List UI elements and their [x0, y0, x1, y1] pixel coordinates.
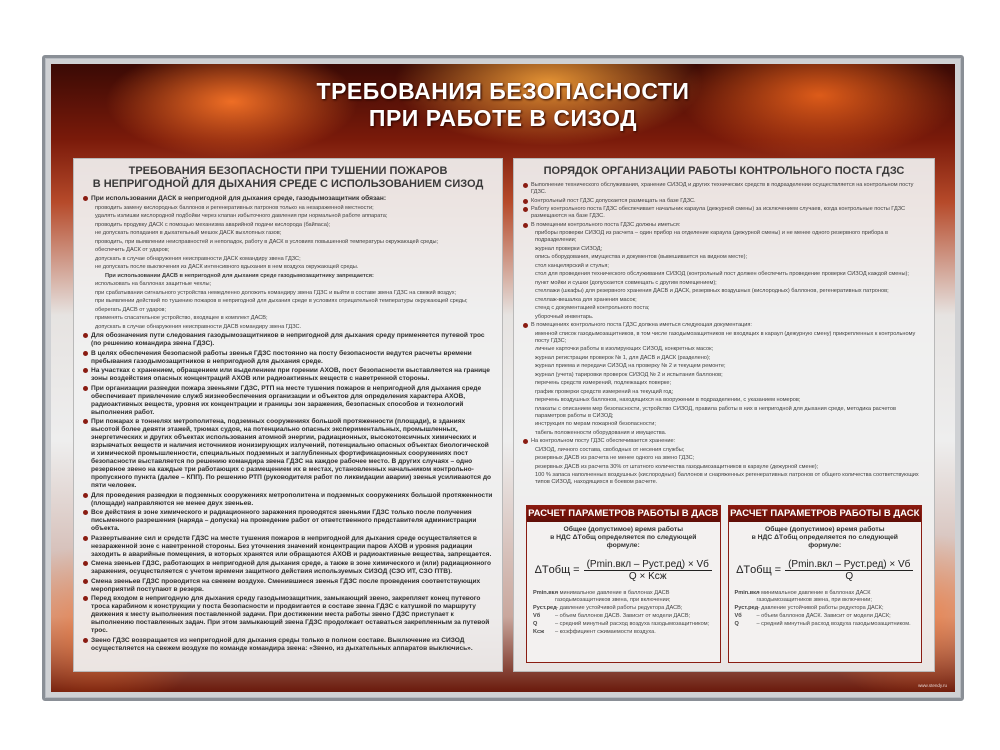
paragraph	[523, 305, 925, 312]
bullet-icon	[523, 439, 528, 444]
paragraph	[523, 246, 925, 253]
legend-row	[533, 590, 714, 604]
paragraph-text: стол для проведения технического обслуживания СИЗОД (контрольный пост должен обеспечить проведение проверки СИЗОД каждой смены);	[535, 271, 909, 277]
paragraph-text: личные карточки работы в изолирующих СИЗОД, конкретных масок;	[535, 346, 714, 352]
left-heading-line-1: ТРЕБОВАНИЯ БЕЗОПАСНОСТИ ПРИ ТУШЕНИИ ПОЖАРОВ	[128, 165, 448, 177]
paragraph-text: стеллажи (шкафы) для резервного хранения ДАСВ и ДАСК, резервных воздушных (кислородных) баллонов, регенеративных патронов;	[535, 288, 889, 294]
formula	[729, 552, 922, 588]
calc-intro-line-1: Общее (допустимое) время работы	[563, 526, 684, 533]
paragraph-text: Для проведения разведки в подземных сооружениях метрополитена и подземных сооружениях большой протяженности (площади) направляются не менее двух звеньев.	[91, 491, 493, 507]
paragraph	[83, 230, 493, 237]
paragraph-text: При пожарах в тоннелях метрополитена, подземных сооружениях большой протяженности (площади), в зданиях высотой более девяти этажей, трюмах судов, на потенциально опасных экспериментальных, промышленных, энергетических и других объектах использования атомной энергии, радиационных, высокотоксичных химических и взрывчатых веществ и наличия источников ионизирующих излучений, потенциально опасных объектах биологической и химической промышленности, специальных подземных и заглубленных фортификационных сооружениях пост безопасности выставляется по решению командира звена ГДЗС на каждое рабочее место. В других случаях – одно резервное звено на каждые три работающих с размещением их в местах, установленных начальником контрольно-пропускного пункта (далее – КПП). По решению РТП (руководителя работ по ликвидации аварии) звенья усиливаются до пяти человек.	[91, 418, 492, 489]
paragraph-text: В помещении контрольного поста ГДЗС должны иметься:	[531, 221, 681, 228]
paragraph	[523, 346, 925, 353]
paragraph	[523, 430, 925, 437]
paragraph-text: обеспечить ДАСК от ударов;	[95, 247, 170, 253]
paragraph	[523, 182, 925, 196]
bullet-icon	[523, 323, 528, 328]
formula-fraction	[584, 559, 712, 582]
paragraph-text: стеллаж-вешалка для хранения масок;	[535, 296, 637, 303]
bullet-icon	[523, 183, 528, 188]
title-line-1: ТРЕБОВАНИЯ БЕЗОПАСНОСТИ	[316, 78, 690, 104]
paragraph-text: пункт мойки и сушки (допускается совмещать с другим помещением);	[535, 279, 717, 286]
paragraph	[523, 447, 925, 454]
paragraph-text: не допускать после выключения из ДАСК интенсивного вдыхания в нем воздуха окружающей среды.	[95, 264, 359, 270]
left-panel	[73, 158, 503, 672]
calc-intro	[533, 526, 714, 550]
paragraph-text: При организации разведки пожара звеньями ГДЗС, РТП на месте тушения пожаров в непригодной для дыхания среде обеспечивает привлечение служб жизнеобеспечения организации и объектов для определения характера АХОВ, радиоактивных веществ, уровня их концентрации и границы зон заражения, безопасных способов и технологий выполнения работ.	[91, 384, 482, 416]
legend-symbol: Pуст.ред	[533, 605, 557, 611]
calc-dask-box	[728, 505, 923, 663]
paragraph-text: В помещениях контрольного поста ГДЗС должна иметься следующая документация:	[531, 322, 752, 328]
paragraph	[83, 281, 493, 288]
left-heading	[82, 165, 494, 191]
legend-row	[735, 621, 916, 628]
paragraph-text: проводить замену кислородных баллонов и регенеративных патронов только на незараженной местности;	[95, 204, 374, 211]
paragraph-text: плакаты с описанием мер безопасности, устройство СИЗОД, правила работы в них в непригодной для дыхания среде, методика расчетов параметров работы в СИЗОД;	[535, 405, 896, 419]
paragraph	[83, 418, 493, 490]
paragraph-text: при срабатывании сигнального устройства немедленно доложить командиру звена ГДЗС и выйти в составе звена ГДЗС на свежий воздух;	[95, 289, 457, 296]
left-text	[74, 195, 502, 653]
formula-legend	[527, 588, 720, 639]
bullet-icon	[83, 419, 88, 424]
paragraph-text: применять спасательное устройство, входящее в комплект ДАСВ;	[95, 315, 268, 321]
paragraph-text: На участках с хранением, обращением или выделением при горении АХОВ, пост безопасности выставляется на границе зоны воздействия опасных концентраций АХОВ или радиоактивных веществ с наветренной стороны.	[91, 367, 490, 382]
paragraph-text: 100 % запаса наполненных воздушных (кислородных) баллонов и снаряженных регенеративных патронов от общего количества соответствующих типов СИЗОД, находящихся в боевом расчете.	[535, 472, 919, 485]
legend-symbol: Pmin.вкл	[734, 590, 760, 596]
paragraph	[523, 322, 925, 329]
formula-fraction	[785, 559, 913, 582]
paragraph	[83, 350, 493, 366]
legend-description: – минимальное давление в баллонах ДАСВ газодымозащитников звена, при включении;	[555, 590, 671, 603]
paragraph	[523, 464, 925, 471]
footer: www.stendy.ru	[918, 683, 947, 688]
paragraph	[83, 332, 493, 348]
paragraph	[523, 397, 925, 404]
paragraph	[523, 271, 925, 278]
paragraph-text: стенд с документацией контрольного поста;	[535, 305, 650, 311]
right-heading: ПОРЯДОК ОРГАНИЗАЦИИ РАБОТЫ КОНТРОЛЬНОГО ПОСТА ГДЗС	[543, 165, 905, 177]
formula-lhs: ΔTобщ =	[736, 564, 782, 576]
paragraph-text: журнал регистрации проверок № 1, для ДАСВ и ДАСК (разделено);	[535, 354, 711, 361]
right-text	[514, 182, 934, 486]
paragraph-text: проводить продувку ДАСК с помощью механизма аварийной подачи кислорода (байпаса);	[95, 221, 331, 228]
legend-symbol: Q	[533, 621, 538, 627]
paragraph-text: опись оборудования, имущества и документов (вывешивается на видном месте);	[535, 254, 748, 260]
paragraph	[83, 264, 493, 271]
paragraph	[523, 280, 925, 287]
paragraph	[83, 560, 493, 576]
paragraph-text: уборочный инвентарь.	[535, 313, 594, 320]
paragraph-text: СИЗОД, личного состава, свободных от несения службы;	[535, 446, 685, 453]
paragraph-text: журнал приема и передачи СИЗОД на проверку № 2 и текущем ремонте;	[535, 363, 726, 369]
paragraph	[523, 254, 925, 261]
paragraph	[83, 509, 493, 533]
paragraph	[523, 363, 925, 370]
paragraph-text: Смена звеньев ГДЗС проводится на свежем воздухе. Сменившиеся звенья ГДЗС после проведения соответствующих мероприятий поступают в резерв.	[91, 577, 481, 593]
calc-heading: РАСЧЕТ ПАРАМЕТРОВ РАБОТЫ В ДАСК	[729, 506, 922, 522]
paragraph	[523, 406, 925, 420]
paragraph	[523, 472, 925, 486]
paragraph	[83, 637, 493, 653]
paragraph-text: оберегать ДАСВ от ударов;	[95, 306, 167, 313]
paragraph-text: Все действия в зоне химического и радиационного заражения проводятся звеньями ГДЗС только после получения письменного разрешения (наряда – допуска) на проведение работ от ответственного представителя администрации объекта.	[91, 509, 477, 532]
paragraph-text: перечень воздушных баллонов, находящихся на вооружении в подразделении, с указанием номеров;	[535, 397, 801, 403]
bullet-icon	[83, 333, 88, 338]
paragraph	[83, 195, 493, 203]
paragraph	[523, 421, 925, 428]
legend-row	[735, 613, 916, 620]
legend-symbol: Kсж	[533, 629, 545, 635]
calc-intro-line-2: в НДС ΔTобщ определяется по следующей формуле:	[751, 534, 898, 549]
paragraph	[523, 389, 925, 396]
bullet-icon	[83, 638, 88, 643]
paragraph	[83, 205, 493, 212]
paragraph-text: приборы проверки СИЗОД из расчета – один прибор на отделение караула (дежурной смены) и не менее одного резервного прибора в подразделении;	[535, 230, 889, 243]
paragraph	[83, 256, 493, 263]
bullet-icon	[83, 510, 88, 515]
legend-symbol: Pуст.ред	[734, 605, 759, 611]
paragraph	[83, 273, 493, 280]
calc-intro-line-2: в НДС ΔTобщ определяется по следующей формуле:	[550, 534, 697, 549]
calc-dasv-box	[526, 505, 721, 663]
paragraph-text: резервных ДАСВ из расчета не менее одного на звено ГДЗС;	[535, 455, 695, 461]
paragraph-text: удалять излишки кислородной подбойки через клапан избыточного давления при нормальной работе аппарата;	[95, 213, 388, 219]
paragraph-text: На контрольном посту ГДЗС обеспечивается хранение:	[531, 438, 676, 444]
bullet-icon	[83, 561, 88, 566]
formula-legend	[729, 588, 922, 631]
bullet-icon	[83, 196, 88, 201]
paragraph-text: табель положенности оборудования и имущества.	[535, 429, 667, 436]
formula	[527, 552, 720, 588]
paragraph	[523, 380, 925, 387]
paragraph	[523, 355, 925, 362]
paragraph-text: Звено ГДЗС возвращается из непригодной для дыхания среды только в полном составе. Выключение из СИЗОД осуществляется на свежем воздухе по команде командира звена: «Звено, из дыхательных аппаратов выключись».	[91, 636, 473, 652]
paragraph	[83, 535, 493, 559]
paragraph-text: перечень средств измерений, подлежащих поверке;	[535, 380, 672, 386]
formula-lhs: ΔTобщ =	[534, 564, 580, 576]
legend-symbol: Q	[734, 621, 739, 627]
paragraph-text: Развертывание сил и средств ГДЗС на месте тушения пожаров в непригодной для дыхания среде осуществляется в незараженной зоне с наветренной стороны. Без уточнения значений концентрации паров АХОВ и уровня радиации заходить в аварийные помещения, в которых хранятся или обращаются АХОВ и радиоактивные вещества, запрещается.	[91, 534, 492, 558]
paragraph-text: Контрольный пост ГДЗС допускается размещать на базе ГДЗС.	[531, 197, 696, 204]
bullet-icon	[523, 199, 528, 204]
paragraph	[523, 222, 925, 229]
bullet-icon	[83, 368, 88, 373]
legend-description: – давление устойчивой работы редуктора ДАСВ;	[555, 605, 683, 611]
calc-intro-line-1: Общее (допустимое) время работы	[764, 526, 885, 533]
legend-row	[735, 590, 916, 604]
paragraph-text: график проверки средств измерений на текущий год;	[535, 388, 674, 395]
paragraph-text: журнал (учета) тарировки проверок СИЗОД № 2 и испытания баллонов;	[535, 371, 723, 378]
paragraph	[83, 290, 493, 297]
paragraph-text: журнал проверки СИЗОД;	[535, 245, 603, 252]
paragraph	[83, 492, 493, 508]
paragraph-text: Работу контрольного поста ГДЗС обеспечивает начальник караула (дежурной смены) за исключением случаев, когда контрольные посты ГДЗС размещаются на базе ГДЗС.	[531, 206, 906, 219]
title-line-2: ПРИ РАБОТЕ В СИЗОД	[368, 105, 638, 131]
calc-section	[526, 505, 922, 663]
formula-numerator: (Pmin.вкл – Pуст.ред) × Vб	[785, 559, 913, 571]
poster-title	[51, 78, 955, 132]
paragraph-text: допускать в случае обнаружения неисправности ДАСВ командиру звена ГДЗС.	[95, 323, 302, 330]
bullet-icon	[83, 493, 88, 498]
paragraph-text: не допускать попадания в дыхательный мешок ДАСК выхлопных газов;	[95, 230, 282, 236]
bullet-icon	[83, 386, 88, 391]
calc-heading: РАСЧЕТ ПАРАМЕТРОВ РАБОТЫ В ДАСВ	[527, 506, 720, 522]
legend-description: – средний минутный расход воздуха газодымозащитником.	[756, 621, 911, 627]
legend-row	[735, 605, 916, 612]
legend-symbol: Vб	[734, 613, 742, 619]
paragraph	[83, 247, 493, 254]
paragraph	[523, 263, 925, 270]
paragraph	[83, 324, 493, 331]
legend-description: – минимальное давление в баллонах ДАСК газодымозащитников звена, при включении;	[756, 590, 872, 603]
bullet-icon	[523, 223, 528, 228]
paragraph	[83, 595, 493, 635]
bullet-icon	[83, 351, 88, 356]
paragraph	[83, 213, 493, 220]
legend-row	[533, 629, 714, 636]
paragraph	[523, 455, 925, 462]
legend-row	[533, 621, 714, 628]
paragraph-text: Смена звеньев ГДЗС, работающих в непригодной для дыхания среде, а также в зоне химического и (или) радиационного заражения, осуществляется с учетом времени защитного действия используемых СИЗОД (СЗО ИТ, СЗО ПТВ).	[91, 560, 491, 575]
bullet-icon	[523, 207, 528, 212]
legend-description: – объем баллонов ДАСВ. Зависит от модели ДАСВ;	[555, 613, 691, 619]
paragraph-text: Для обозначения пути следования газодымозащитников в непригодной для дыхания среду применяется путевой трос (по решению командира звена ГДЗС).	[91, 332, 485, 347]
paragraph-text: именной список газодымозащитников, в том числе газодымозащитников не входящих в караул (дежурную смену) прикрепленных к контрольному посту ГДЗС;	[535, 330, 916, 344]
paragraph-text: допускать в случае обнаружения неисправности ДАСК командиру звена ГДЗС;	[95, 255, 301, 262]
paragraph	[523, 230, 925, 244]
poster-frame	[42, 55, 964, 701]
paragraph-text: При использовании ДАСК в непригодной для дыхания среде, газодымозащитник обязан:	[91, 195, 387, 202]
paragraph-text: резервных ДАСВ из расчета 30% от штатного количества газодымозащитников в карауле (дежурной смене);	[535, 463, 819, 470]
formula-numerator: (Pmin.вкл – Pуст.ред) × Vб	[584, 559, 712, 571]
legend-description: – коэффициент сжимаемости воздуха.	[555, 629, 656, 635]
legend-description: – объем баллонов ДАСК. Зависит от модели ДАСК;	[756, 613, 891, 619]
paragraph	[523, 372, 925, 379]
formula-denominator: Q	[845, 570, 854, 582]
legend-row	[533, 613, 714, 620]
bullet-icon	[83, 579, 88, 584]
paragraph-text: проводить, при выявлении неисправностей и неполадок, работу в ДАСК в условиях повышенной температуры окружающей среды;	[95, 238, 439, 245]
paragraph	[83, 385, 493, 417]
paragraph	[523, 331, 925, 345]
bullet-icon	[83, 596, 88, 601]
paragraph	[523, 206, 925, 220]
paragraph	[523, 314, 925, 321]
legend-symbol: Pmin.вкл	[533, 590, 559, 596]
paragraph	[83, 578, 493, 594]
paragraph	[83, 239, 493, 246]
paragraph-text: инструкция по мерам пожарной безопасности;	[535, 421, 656, 427]
paragraph-text: при выявлении действий по тушению пожаров в непригодной для дыхания среде в условиях отрицательной температуры окружающей среды;	[95, 298, 468, 304]
paragraph	[83, 222, 493, 229]
paragraph-text: В целях обеспечения безопасной работы звенья ГДЗС постоянно на посту безопасности ведутся расчеты времени пребывания газодымозащитников в непригодной для дыхания среде.	[91, 349, 472, 365]
paragraph-text: стол канцелярский и стулья;	[535, 262, 609, 269]
paragraph	[83, 298, 493, 305]
calc-intro	[735, 526, 916, 550]
legend-row	[533, 605, 714, 612]
legend-description: – средний минутный расход воздуха газодымозащитником;	[555, 621, 710, 627]
paragraph	[83, 307, 493, 314]
paragraph	[523, 288, 925, 295]
paragraph-text: использовать на баллонах защитные чехлы;	[95, 281, 212, 287]
paragraph	[83, 315, 493, 322]
left-heading-line-2: В НЕПРИГОДНОЙ ДЛЯ ДЫХАНИЯ СРЕДЕ С ИСПОЛЬЗОВАНИЕМ СИЗОД	[92, 178, 484, 190]
formula-denominator: Q × Kсж	[628, 570, 667, 582]
legend-symbol: Vб	[533, 613, 541, 619]
paragraph	[83, 367, 493, 383]
paragraph-text: Перед входом в непригодную для дыхания среду газодымозащитник, замыкающий звено, закрепляет конец путевого троса карабином к конструкции у поста безопасности и продвигается в составе звена ГДЗС с катушкой по маршруту движения к месту выполнения поставленной задачи. При достижении места работы звено ГДЗС приступает к выполнению поставленных задач. При этом замыкающий звена ГДЗС продолжает оставаться закрепленным за путевой трос.	[91, 595, 490, 634]
legend-description: – давление устойчивой работы редуктора ДАСК;	[756, 605, 884, 611]
poster	[51, 64, 955, 692]
paragraph	[523, 297, 925, 304]
paragraph-text: Выполнение технического обслуживания, хранение СИЗОД и других технических средств в подразделении осуществляется на контрольном посту ГДЗС.	[531, 182, 914, 195]
paragraph	[523, 438, 925, 445]
paragraph	[523, 198, 925, 205]
bullet-icon	[83, 536, 88, 541]
paragraph-text: При использовании ДАСВ в непригодной для дыхания среде газодымозащитнику запрещается:	[105, 272, 374, 279]
right-panel	[513, 158, 935, 672]
